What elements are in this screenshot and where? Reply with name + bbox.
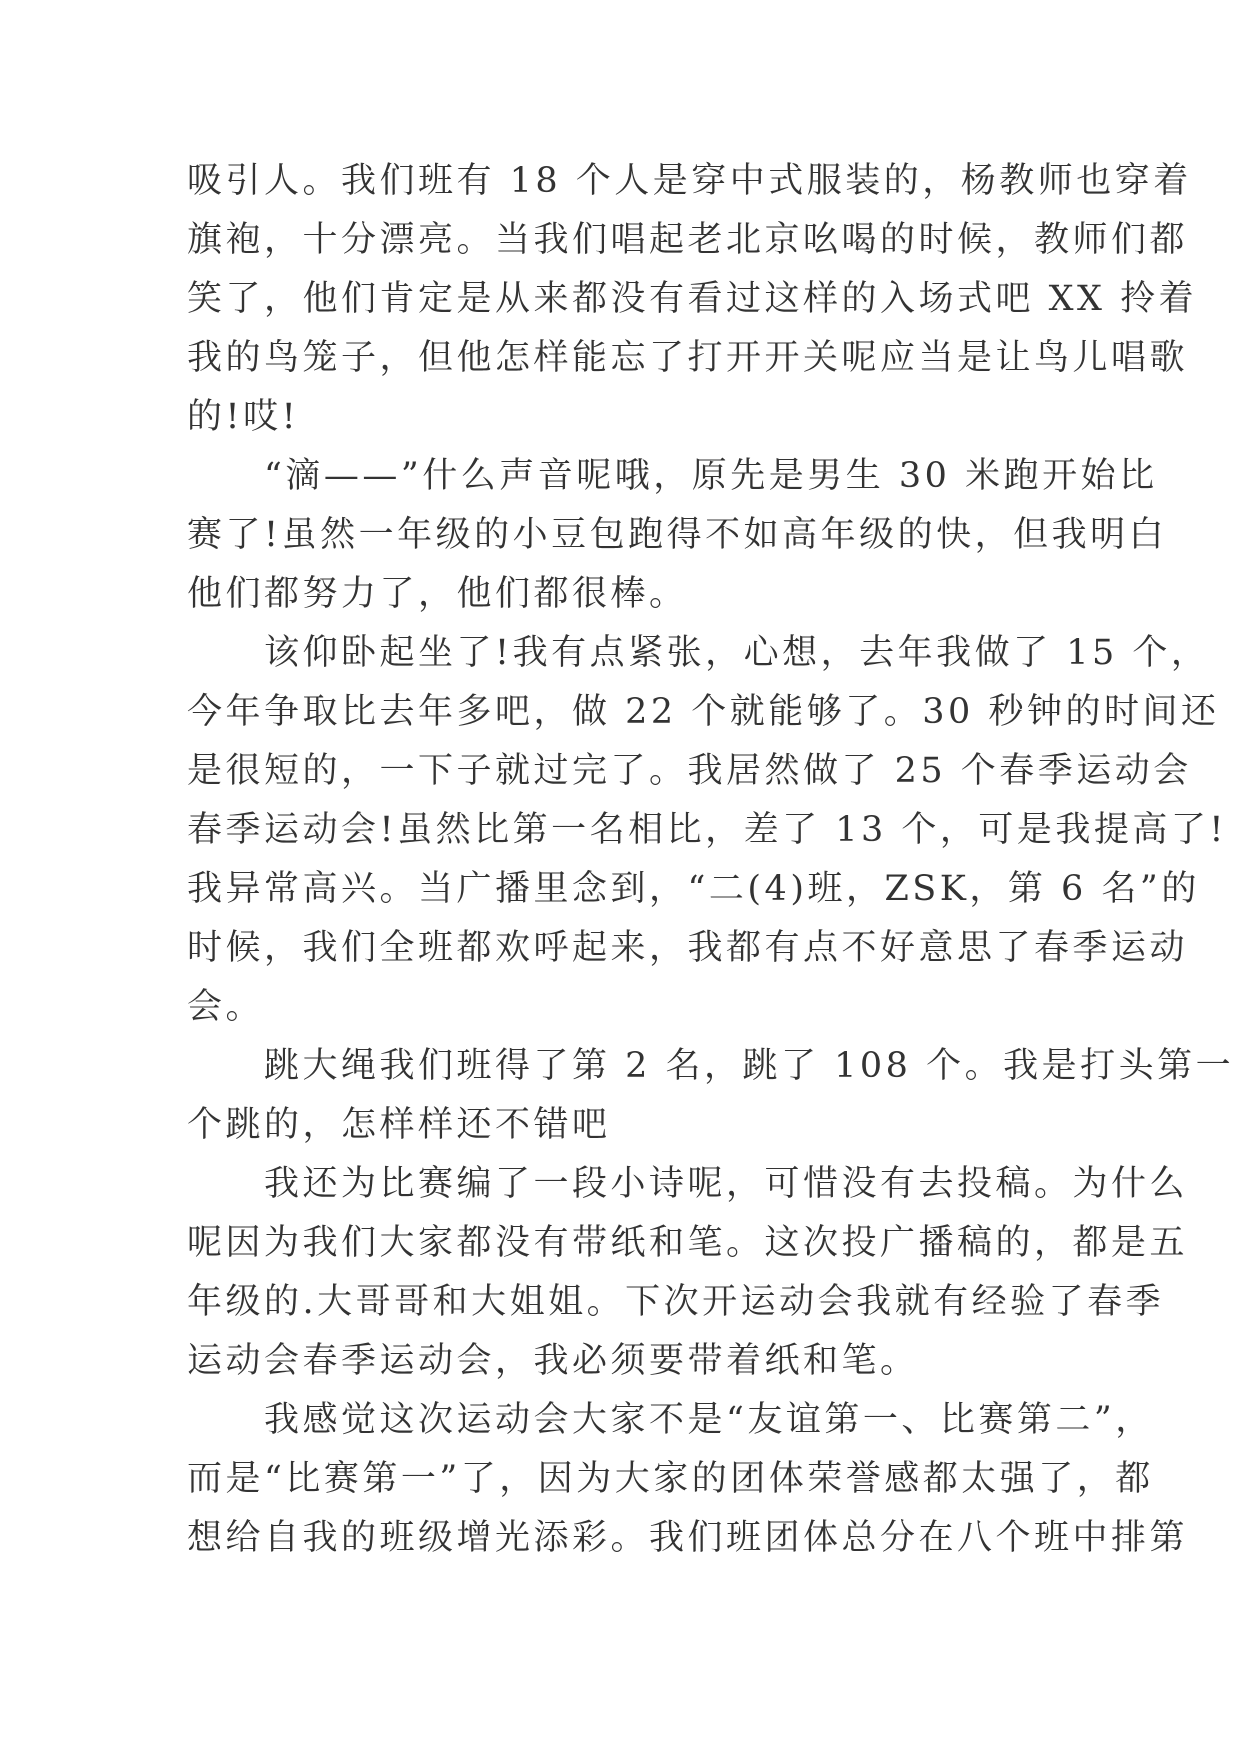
body-text xyxy=(187,152,1235,1568)
text-line: 会。 xyxy=(187,987,265,1027)
text-line: 想给自我的班级增光添彩。我们班团体总分在八个班中排第 xyxy=(187,1518,1189,1558)
text-line: 我的鸟笼子，但他怎样能忘了打开开关呢应当是让鸟儿唱歌 xyxy=(187,338,1189,378)
text-line: 笑了，他们肯定是从来都没有看过这样的入场式吧 XX 拎着 xyxy=(187,279,1198,319)
text-line: 时候，我们全班都欢呼起来，我都有点不好意思了春季运动 xyxy=(187,928,1189,968)
text-line: “滴——”什么声音呢哦，原先是男生 30 米跑开始比 xyxy=(264,456,1158,496)
text-line: 我还为比赛编了一段小诗呢，可惜没有去投稿。为什么 xyxy=(264,1164,1189,1204)
text-line: 而是“比赛第一”了，因为大家的团体荣誉感都太强了，都 xyxy=(187,1459,1154,1499)
text-line: 个跳的，怎样样还不错吧 xyxy=(187,1105,611,1145)
text-line: 我异常高兴。当广播里念到，“二(4)班，ZSK，第 6 名”的 xyxy=(187,869,1200,909)
text-line: 跳大绳我们班得了第 2 名，跳了 108 个。我是打头第一 xyxy=(264,1046,1235,1086)
text-line: 运动会春季运动会，我必须要带着纸和笔。 xyxy=(187,1341,919,1381)
text-line: 是很短的，一下子就过完了。我居然做了 25 个春季运动会 xyxy=(187,751,1192,791)
text-line: 春季运动会!虽然比第一名相比，差了 13 个，可是我提高了! xyxy=(187,810,1227,850)
text-line: 吸引人。我们班有 18 个人是穿中式服装的，杨教师也穿着 xyxy=(187,161,1192,201)
text-line: 旗袍，十分漂亮。当我们唱起老北京吆喝的时候，教师们都 xyxy=(187,220,1189,260)
text-line: 赛了!虽然一年级的小豆包跑得不如高年级的快，但我明白 xyxy=(187,515,1168,555)
text-line: 今年争取比去年多吧，做 22 个就能够了。30 秒钟的时间还 xyxy=(187,692,1220,732)
text-line: 的!哎! xyxy=(187,397,300,437)
text-line: 年级的.大哥哥和大姐姐。下次开运动会我就有经验了春季 xyxy=(187,1282,1165,1322)
text-line: 我感觉这次运动会大家不是“友谊第一、比赛第二”， xyxy=(264,1400,1154,1440)
text-line: 他们都努力了，他们都很棒。 xyxy=(187,574,688,614)
text-line: 该仰卧起坐了!我有点紧张，心想，去年我做了 15 个， xyxy=(264,633,1210,673)
text-line: 呢因为我们大家都没有带纸和笔。这次投广播稿的，都是五 xyxy=(187,1223,1189,1263)
